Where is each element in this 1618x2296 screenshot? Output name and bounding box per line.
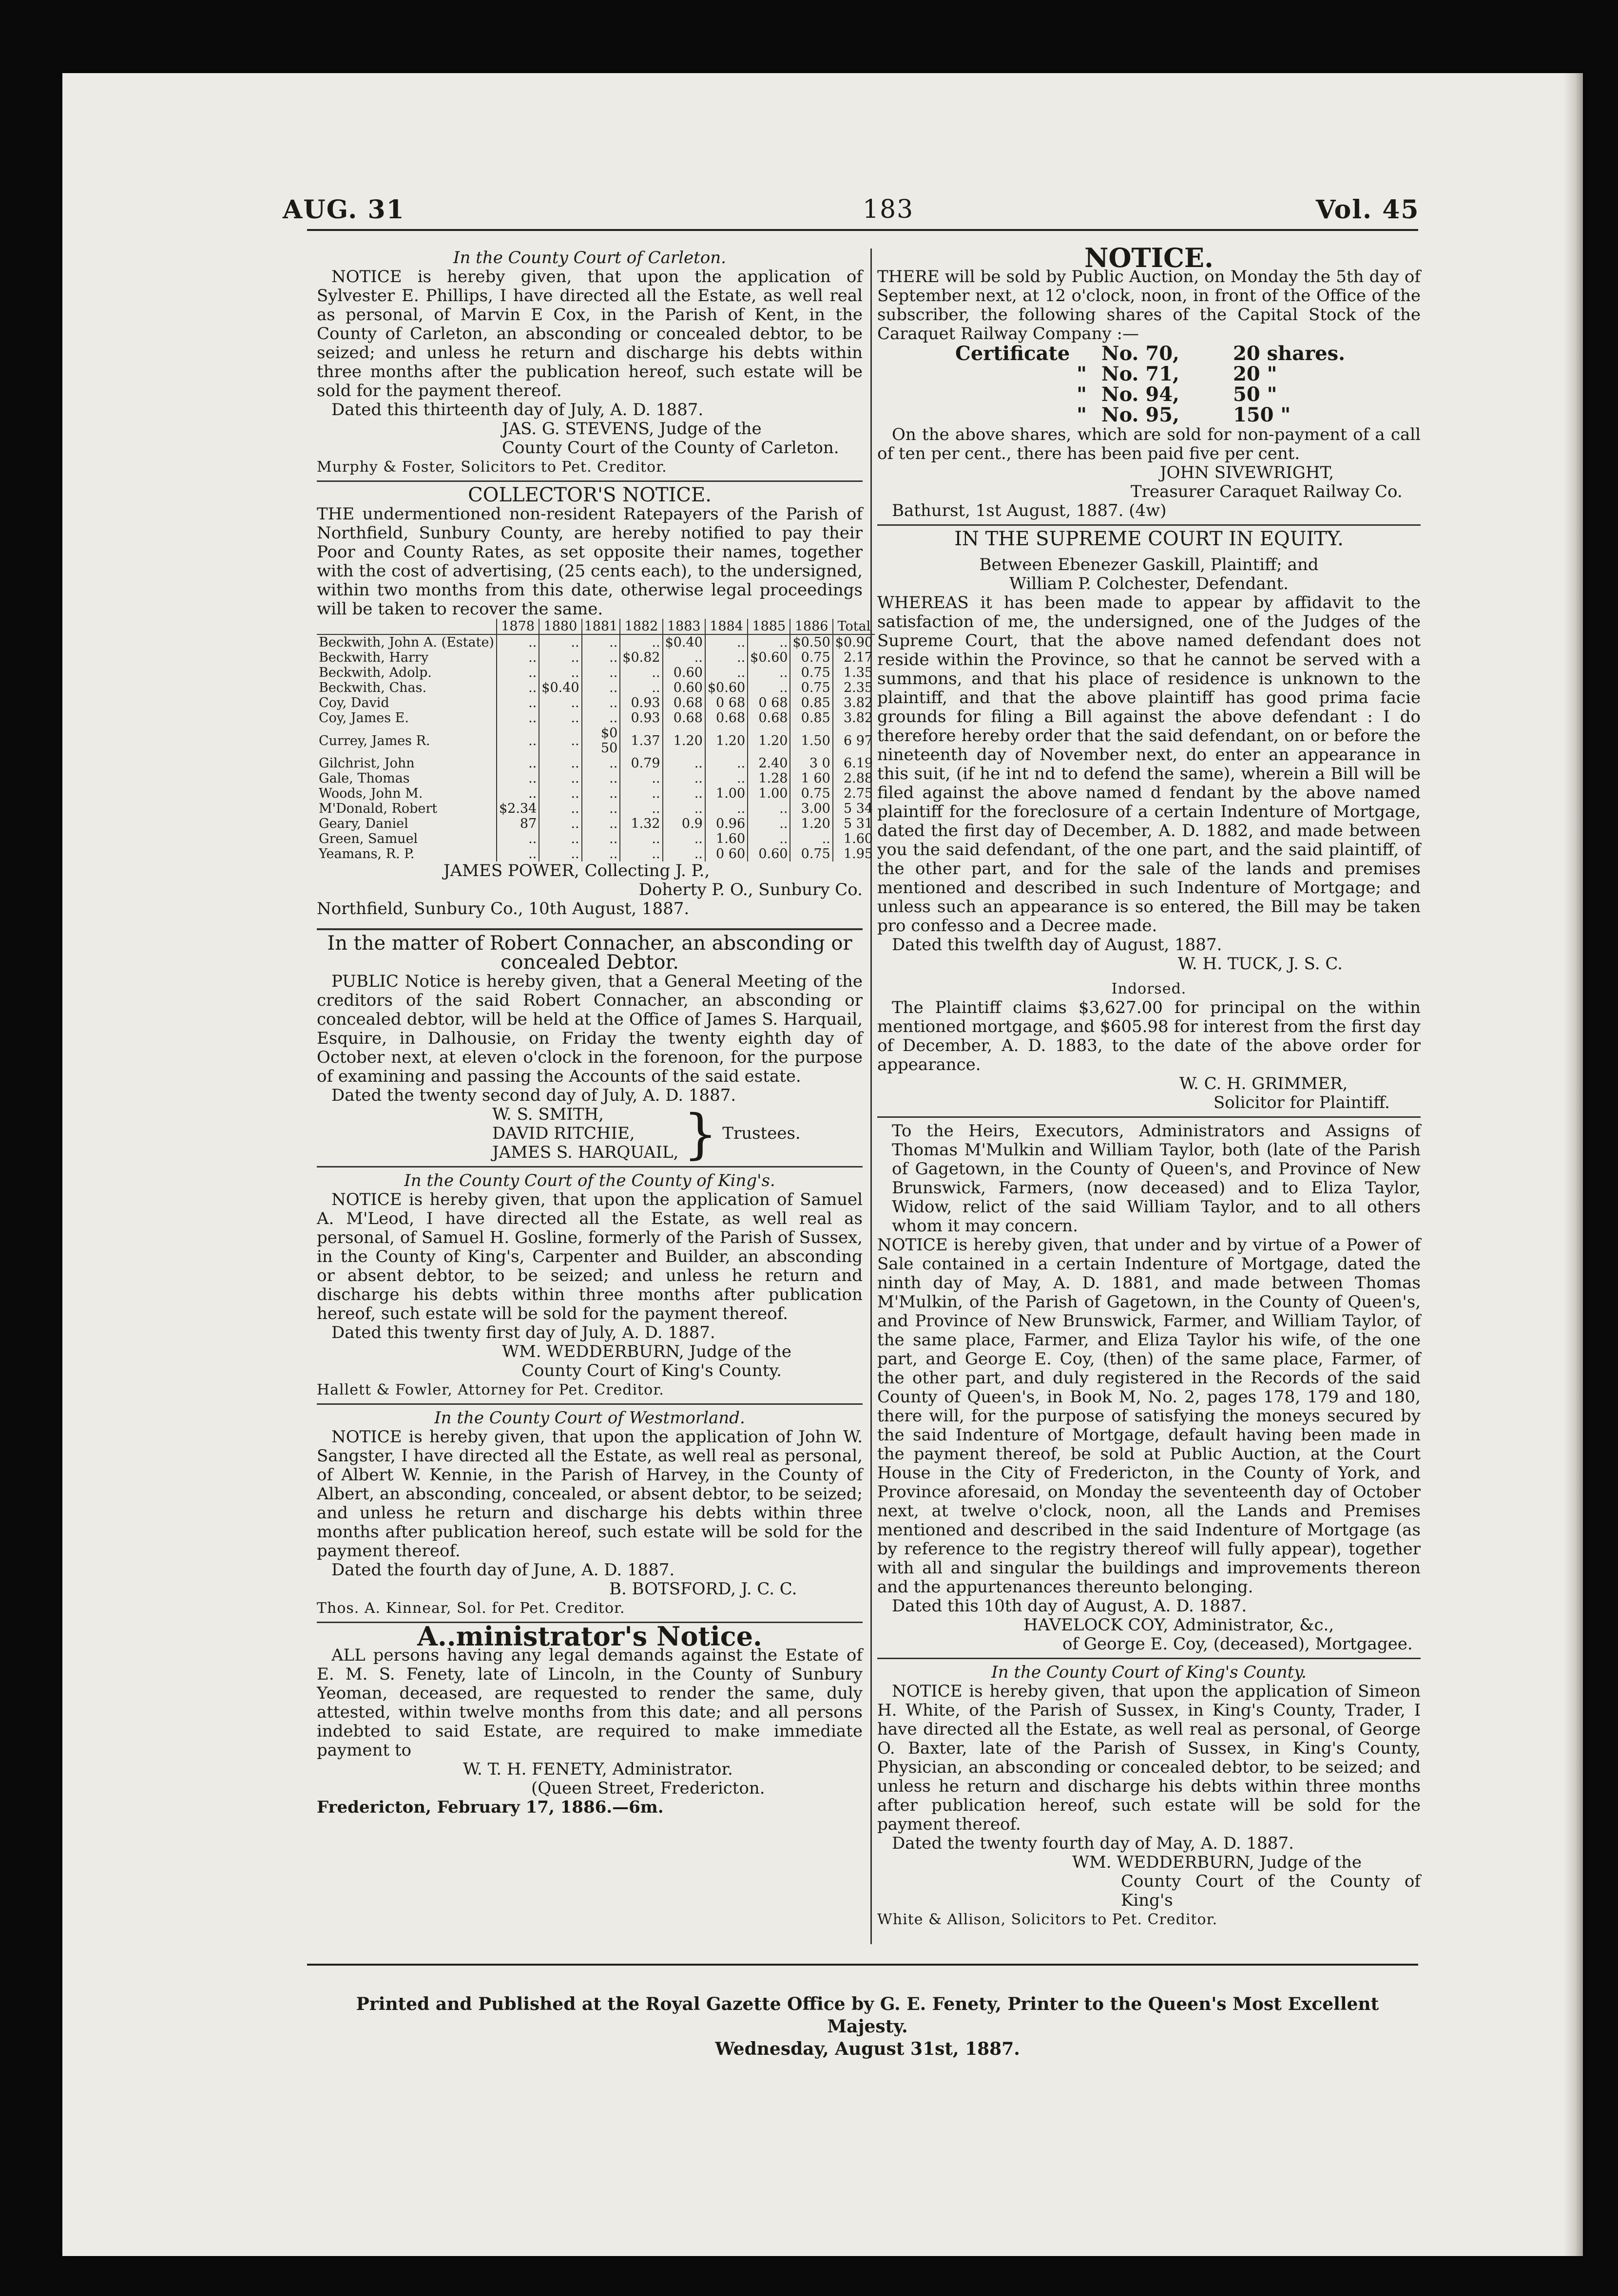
solicitors: Murphy & Foster, Solicitors to Pet. Creditor.: [317, 459, 667, 476]
notice-date: Dated this twenty first day of July, A. D. 1887.: [331, 1323, 715, 1342]
imprint-date: Wednesday, August 31st, 1887.: [715, 2039, 1020, 2059]
table-row: [317, 786, 875, 801]
ratepayer-name: Beckwith, Adolp.: [319, 665, 432, 680]
westmorland-notice: [317, 1409, 863, 1618]
certificate-row: Certificate No. 70, 20 shares.: [955, 342, 1346, 365]
notice-heading: COLLECTOR'S NOTICE.: [468, 484, 712, 506]
notice-date: Dated this thirteenth day of July, A. D. 1887.: [331, 400, 704, 420]
rate-cell: ..: [748, 680, 790, 695]
rate-cell: ..: [620, 846, 662, 861]
rate-cell: ..: [582, 650, 620, 665]
notice-heading: In the County Court of Carleton.: [453, 248, 726, 268]
signature-address: (Queen Street, Fredericton.: [531, 1779, 765, 1798]
notice-heading: In the County Court of Westmorland.: [434, 1408, 745, 1428]
imprint-line: Printed and Published at the Royal Gazette Office by G. E. Fenety, Printer to the Queen's Most Excellent Majesty.: [356, 1994, 1379, 2037]
signature-title: Treasurer Caraquet Railway Co.: [1131, 482, 1403, 501]
notice-body: WHEREAS it has been made to appear by affidavit to the satisfaction of me, the undersigned, one of the Judges of the Supreme Court, that the above named defendant does not reside within the Province, so that he cannot be served with a summons, and that his place of residence is unknown to the plaintiff, and that the above plaintiff has good prima facie grounds for filing a Bill against the above defendant : I do therefore hereby order that the said defendant, on or before the nineteenth day of November next, do enter an appearance in this suit, (if he int nd to defend the same), wherein a Bill will be filed against the above named d fendant by the above named plaintiff for the foreclosure of a certain Indenture of Mortgage, dated the first day of December, A. D. 1882, and made between you the said defendant, of the one part, and the said plaintiff, of the other part, and for the sale of the lands and premises mentioned and described in such Indenture of Mortgage; and unless such an appearance is so entered, the Bill may be taken pro confesso and a Decree made.: [877, 593, 1421, 936]
rate-cell: ..: [748, 665, 790, 680]
rate-cell: ..: [663, 771, 705, 786]
rate-cell: ..: [705, 634, 748, 650]
rate-cell: 2.88: [833, 771, 875, 786]
rate-cell: 2.17: [833, 650, 875, 665]
rate-cell: 5 31: [833, 816, 875, 831]
rate-cell: 3 0: [790, 756, 832, 771]
rate-cell: ..: [620, 771, 662, 786]
rate-cell: ..: [582, 695, 620, 710]
rate-cell: 2.35: [833, 680, 875, 695]
rate-cell: ..: [582, 771, 620, 786]
rate-cell: ..: [582, 816, 620, 831]
rate-cell: 1.28: [748, 771, 790, 786]
indorsed-label: Indorsed.: [1111, 980, 1187, 997]
rate-cell: ..: [497, 650, 539, 665]
rate-cell: 0.68: [748, 710, 790, 726]
connacher-notice: [317, 932, 863, 1165]
notice-date: Dated this 10th day of August, A. D. 1887.: [892, 1596, 1247, 1616]
rate-cell: 1.00: [748, 786, 790, 801]
notice-body: THE undermentioned non-resident Ratepayers of the Parish of Northfield, Sunbury County, are hereby notified to pay their Poor and County Rates, as set opposite their names, together with the cost of advertising, (25 cents each), to the undersigned, within two months from this date, otherwise legal proceedings will be taken to recover the same.: [317, 504, 863, 619]
rate-cell: 1.50: [790, 726, 832, 756]
notice-date: Dated the twenty second day of July, A. D. 1887.: [331, 1086, 736, 1105]
rate-cell: 0 60: [705, 846, 748, 861]
rate-cell: ..: [620, 680, 662, 695]
notice-note: On the above shares, which are sold for non-payment of a call of ten per cent., there has been paid five per cent.: [877, 425, 1421, 463]
rate-cell: ..: [539, 650, 581, 665]
rate-cell: 3.82: [833, 710, 875, 726]
rate-cell: 0.75: [790, 846, 832, 861]
ratepayer-name: Woods, John M.: [319, 786, 423, 801]
auction-notice: [877, 242, 1421, 520]
certificate-row: " No. 94, 50 ": [1077, 383, 1277, 406]
rate-cell: 0.68: [663, 710, 705, 726]
signature-title: County Court of the County of Carleton.: [502, 438, 839, 458]
rate-cell: ..: [748, 831, 790, 846]
rate-cell: ..: [620, 786, 662, 801]
ratepayer-name: Currey, James R.: [319, 733, 430, 748]
rate-cell: ..: [663, 801, 705, 816]
rate-cell: ..: [497, 786, 539, 801]
column-header: [317, 619, 497, 634]
rate-cell: 0.85: [790, 695, 832, 710]
rate-cell: 1.60: [705, 831, 748, 846]
trustee-name: DAVID RITCHIE,: [492, 1124, 635, 1143]
rate-cell: ..: [497, 634, 539, 650]
rate-cell: ..: [539, 710, 581, 726]
column-header: 1884: [705, 619, 748, 634]
ratepayer-name: Beckwith, Harry: [319, 650, 429, 665]
section-rule: [877, 1116, 1421, 1118]
section-rule: [317, 928, 863, 930]
rate-cell: 0.60: [663, 680, 705, 695]
rate-cell: ..: [790, 831, 832, 846]
ratepayer-name: Yeamans, R. P.: [319, 846, 415, 861]
rate-cell: 0.79: [620, 756, 662, 771]
rate-cell: ..: [497, 846, 539, 861]
rate-cell: $0.50: [790, 634, 832, 650]
page-edge: [1563, 73, 1583, 2256]
rate-cell: 1.20: [705, 726, 748, 756]
notice-date: Dated this twelfth day of August, 1887.: [892, 935, 1222, 955]
rate-cell: ..: [705, 650, 748, 665]
notice-heading: In the County Court of King's County.: [991, 1663, 1307, 1682]
rate-cell: 0 68: [705, 695, 748, 710]
rate-cell: ..: [582, 710, 620, 726]
plaintiff-claim: The Plaintiff claims $3,627.00 for principal on the within mentioned mortgage, and $605.98 for interest from the first day of December, A. D. 1883, to the date of the above order for appearance.: [877, 998, 1421, 1074]
rate-cell: 0.68: [663, 695, 705, 710]
rate-cell: $0.82: [620, 650, 662, 665]
notice-place-date: Northfield, Sunbury Co., 10th August, 1887.: [317, 899, 690, 918]
rate-cell: ..: [497, 726, 539, 756]
ratepayer-name: Beckwith, John A. (Estate): [319, 635, 494, 650]
rate-cell: ..: [582, 680, 620, 695]
rate-cell: ..: [705, 771, 748, 786]
rate-cell: ..: [620, 831, 662, 846]
solicitors: White & Allison, Solicitors to Pet. Creditor.: [877, 1911, 1218, 1928]
rate-cell: ..: [582, 665, 620, 680]
table-row: [317, 831, 875, 846]
ratepayer-name: Coy, David: [319, 695, 389, 710]
signature-address: Doherty P. O., Sunbury Co.: [638, 880, 863, 899]
rate-cell: ..: [582, 831, 620, 846]
signature: W. T. H. FENETY, Administrator.: [463, 1760, 733, 1779]
rate-cell: ..: [705, 801, 748, 816]
ratepayer-name: Geary, Daniel: [319, 816, 408, 831]
rate-cell: 0.75: [790, 786, 832, 801]
signature: W. H. TUCK, J. S. C.: [1177, 954, 1343, 974]
rate-cell: 1.35: [833, 665, 875, 680]
rate-cell: ..: [663, 786, 705, 801]
rate-cell: ..: [497, 710, 539, 726]
rate-cell: ..: [582, 786, 620, 801]
rate-cell: 0.75: [790, 680, 832, 695]
rate-cell: $0.60: [705, 680, 748, 695]
rate-cell: 1.32: [620, 816, 662, 831]
signature: JAMES POWER, Collecting J. P.,: [443, 861, 710, 880]
rate-cell: ..: [497, 771, 539, 786]
brace-glyph: }: [683, 1102, 718, 1165]
rate-cell: ..: [582, 756, 620, 771]
right-column: [877, 242, 1421, 1929]
column-header: 1885: [748, 619, 790, 634]
section-rule: [317, 1403, 863, 1405]
kings-county-notice: [317, 1171, 863, 1399]
rate-cell: 1 60: [790, 771, 832, 786]
footer-rule: [307, 1964, 1418, 1966]
rate-cell: 1.60: [833, 831, 875, 846]
section-rule: [317, 480, 863, 482]
rate-cell: 6.19: [833, 756, 875, 771]
rate-cell: $0.40: [539, 680, 581, 695]
notice-place-date: Bathurst, 1st August, 1887. (4w): [892, 501, 1167, 520]
rate-cell: ..: [539, 786, 581, 801]
rate-cell: $0.90: [833, 634, 875, 650]
table-row: [317, 726, 875, 756]
notice-heading: IN THE SUPREME COURT IN EQUITY.: [954, 528, 1344, 550]
notice-heading: In the matter of Robert Connacher, an absconding or concealed Debtor.: [327, 932, 852, 974]
rate-cell: 0.75: [790, 650, 832, 665]
rate-cell: ..: [497, 756, 539, 771]
solicitor-name: W. C. H. GRIMMER,: [1179, 1074, 1348, 1093]
rate-cell: ..: [497, 680, 539, 695]
table-row: [317, 816, 875, 831]
column-header: Total: [833, 619, 875, 634]
rate-cell: 0.68: [705, 710, 748, 726]
signature-title: of George E. Coy, (deceased), Mortgagee.: [1062, 1634, 1413, 1654]
rate-cell: 87: [497, 816, 539, 831]
rate-cell: 0.9: [663, 816, 705, 831]
column-header: 1883: [663, 619, 705, 634]
rate-cell: 1.20: [748, 726, 790, 756]
issue-date: AUG. 31: [283, 195, 405, 225]
notice-body: NOTICE is hereby given, that upon the application of John W. Sangster, I have directed all the Estate, as well real as personal, of Albert W. Kennie, in the Parish of Harvey, in the County of Albert, an absconding, concealed, or absent debtor, to be seized; and unless he return and discharge his debts within three months after publication hereof, such estate will be sold for the payment thereof.: [317, 1427, 863, 1561]
signature: B. BOTSFORD, J. C. C.: [609, 1579, 797, 1599]
rate-cell: ..: [539, 816, 581, 831]
rate-cell: 3.00: [790, 801, 832, 816]
rate-cell: ..: [620, 634, 662, 650]
rate-cell: $2.34: [497, 801, 539, 816]
table-row: [317, 756, 875, 771]
table-row: [317, 846, 875, 861]
equity-notice: [877, 530, 1421, 1112]
column-divider: [870, 249, 872, 1944]
solicitors: Thos. A. Kinnear, Sol. for Pet. Creditor.: [317, 1600, 625, 1617]
rate-cell: ..: [663, 650, 705, 665]
table-row: [317, 665, 875, 680]
ratepayer-name: Gale, Thomas: [319, 771, 410, 786]
notice-body: NOTICE is hereby given, that upon the application of Samuel A. M'Leod, I have directed all the Estate, as well real as personal, of Samuel H. Gosline, formerly of the Parish of Sussex, in the County of King's, Carpenter and Builder, an absconding or absent debtor, to be seized; and unless he return and discharge his debts within three months after publication hereof, such estate will be sold for the payment thereof.: [317, 1190, 863, 1323]
rate-cell: ..: [582, 634, 620, 650]
rate-cell: 0 68: [748, 695, 790, 710]
notice-body: NOTICE is hereby given, that under and by virtue of a Power of Sale contained in a certain Indenture of Mortgage, dated the ninth day of May, A. D. 1881, and made between Thomas M'Mulkin, of the Parish of Gagetown, in the County of Queen's, and Province of New Brunswick, Farmer, and William Taylor, of the same place, Farmer, and Eliza Taylor his wife, of the one part, and George E. Coy, (then) of the same place, Farmer, of the other part, and duly registered in the Records of the said County of Queen's, in Book M, No. 2, pages 178, 179 and 180, there will, for the purpose of satisfying the moneys secured by the said Indenture of Mortgage, default having been made in the payment thereof, be sold at Public Auction, at the Court House in the City of Fredericton, in the County of York, and Province aforesaid, on Monday the seventeenth day of October next, at twelve o'clock, noon, all the Lands and Premises mentioned and described in the said Indenture of Mortgage (as by reference to the registry thereof will fully appear), together with all and singular the buildings and improvements thereon and the appurtenances thereunto belonging.: [877, 1235, 1421, 1597]
table-row: [317, 710, 875, 726]
rate-cell: ..: [539, 695, 581, 710]
rate-cell: 1.00: [705, 786, 748, 801]
rate-cell: $0.60: [748, 650, 790, 665]
solicitors: Hallett & Fowler, Attorney for Pet. Creditor.: [317, 1381, 664, 1398]
left-column: [317, 248, 873, 1817]
rate-cell: 0.93: [620, 710, 662, 726]
rate-cell: ..: [705, 665, 748, 680]
parties: Between Ebenezer Gaskill, Plaintiff; and: [979, 555, 1319, 574]
notice-body: NOTICE is hereby given, that upon the application of Sylvester E. Phillips, I have directed all the Estate, as well real as personal, of Marvin E Cox, in the Parish of Kent, in the County of Carleton, an absconding or concealed debtor, to be seized; and unless he return and discharge his debts within three months after the publication hereof, such estate will be sold for the payment thereof.: [317, 267, 863, 401]
ratepayer-name: Gilchrist, John: [319, 756, 415, 771]
rate-cell: ..: [663, 831, 705, 846]
notice-body: ALL persons having any legal demands against the Estate of E. M. S. Fenety, late of Lincoln, in the County of Sunbury Yeoman, deceased, are requested to render the same, duly attested, within twelve months from this date; and all persons indebted to said Estate, are required to make immediate payment to: [317, 1645, 863, 1760]
section-rule: [877, 524, 1421, 526]
rate-cell: ..: [539, 846, 581, 861]
rate-cell: ..: [539, 801, 581, 816]
rate-cell: ..: [748, 816, 790, 831]
signature-title: County Court of King's County.: [521, 1361, 782, 1380]
rate-cell: 0.85: [790, 710, 832, 726]
section-rule: [317, 1166, 863, 1167]
column-header: 1882: [620, 619, 662, 634]
notice-date: Dated the twenty fourth day of May, A. D. 1887.: [892, 1834, 1294, 1853]
rate-cell: ..: [539, 831, 581, 846]
rate-cell: ..: [539, 665, 581, 680]
notice-date: Dated the fourth day of June, A. D. 1887.: [331, 1560, 675, 1580]
notice-address: To the Heirs, Executors, Administrators and Assigns of Thomas M'Mulkin and William Taylor, both (late of the Parish of Gagetown, in the County of Queen's, and Province of New Brunswick, Farmers, (now deceased) and to Eliza Taylor, Widow, relict of the said William Taylor, and to all others whom it may concern.: [892, 1121, 1421, 1236]
table-row: [317, 680, 875, 695]
rate-cell: 3.82: [833, 695, 875, 710]
certificate-row: " No. 71, 20 ": [1077, 363, 1277, 385]
rate-cell: ..: [620, 665, 662, 680]
signature: JAS. G. STEVENS, Judge of the: [502, 419, 762, 439]
rate-cell: 0.75: [790, 665, 832, 680]
imprint: [341, 1993, 1394, 2060]
trustee-name: W. S. SMITH,: [492, 1105, 604, 1124]
rate-cell: ..: [663, 846, 705, 861]
rate-cell: 6 97: [833, 726, 875, 756]
rate-cell: ..: [497, 831, 539, 846]
rate-cell: 0.60: [748, 846, 790, 861]
rate-cell: ..: [705, 756, 748, 771]
rate-cell: $0.40: [663, 634, 705, 650]
parties: William P. Colchester, Defendant.: [1009, 574, 1289, 593]
rate-cell: ..: [582, 801, 620, 816]
mortgage-sale-notice: [877, 1122, 1421, 1654]
header-rule: [307, 229, 1418, 231]
rate-cell: 5 34: [833, 801, 875, 816]
rate-cell: ..: [620, 801, 662, 816]
rate-cell: ..: [663, 756, 705, 771]
carleton-notice: [317, 249, 863, 477]
notice-place-date: Fredericton, February 17, 1886.—6m.: [317, 1798, 664, 1817]
rate-cell: 0.60: [663, 665, 705, 680]
ratepayer-name: Beckwith, Chas.: [319, 680, 427, 695]
rate-cell: 0.96: [705, 816, 748, 831]
column-header: 1880: [539, 619, 581, 634]
signature: HAVELOCK COY, Administrator, &c.,: [1023, 1615, 1334, 1635]
administrator-notice: [317, 1621, 863, 1817]
rate-cell: 1.37: [620, 726, 662, 756]
trustees-label: Trustees.: [722, 1124, 801, 1143]
notice-body: NOTICE is hereby given, that upon the application of Simeon H. White, of the Parish of Sussex, in King's County, Trader, I have directed all the Estate, as well real as personal, of George O. Baxter, late of the Parish of Sussex, in King's County, Physician, an absconding or concealed debtor, to be seized; and unless he return and discharge his debts within three months after publication hereof, such estate will be sold for the payment thereof.: [877, 1682, 1421, 1834]
signature-title: County Court of the County of King's: [1121, 1872, 1421, 1910]
notice-body: THERE will be sold by Public Auction, on Monday the 5th day of September next, at 12 o'clock, noon, in front of the Office of the subscriber, the following shares of the Capital Stock of the Caraquet Railway Company :—: [877, 267, 1421, 344]
signature: WM. WEDDERBURN, Judge of the: [502, 1342, 792, 1361]
rate-cell: ..: [539, 726, 581, 756]
signature: JOHN SIVEWRIGHT,: [1160, 463, 1334, 482]
table-row: [317, 771, 875, 786]
section-rule: [877, 1658, 1421, 1659]
signature: WM. WEDDERBURN, Judge of the: [1072, 1853, 1362, 1872]
kings-county-notice-2: [877, 1663, 1421, 1929]
table-row: [317, 650, 875, 665]
column-header: 1878: [497, 619, 539, 634]
certificate-list: [877, 344, 1421, 425]
column-header: 1886: [790, 619, 832, 634]
page-number: 183: [863, 195, 914, 224]
rate-cell: 2.40: [748, 756, 790, 771]
table-row: [317, 801, 875, 816]
trustees: [317, 1102, 863, 1165]
rate-cell: ..: [539, 771, 581, 786]
rate-cell: 0.93: [620, 695, 662, 710]
notice-heading: NOTICE.: [1084, 242, 1214, 273]
rates-table: [317, 619, 875, 861]
rate-cell: $0 50: [582, 726, 620, 756]
rate-cell: ..: [748, 634, 790, 650]
notice-heading: A..ministrator's Notice.: [417, 1621, 762, 1652]
rate-cell: ..: [497, 695, 539, 710]
collectors-notice: [317, 484, 873, 918]
ratepayer-name: Green, Samuel: [319, 831, 418, 846]
rate-cell: 1.20: [663, 726, 705, 756]
rate-cell: ..: [539, 756, 581, 771]
rate-cell: 1.20: [790, 816, 832, 831]
rate-cell: ..: [539, 634, 581, 650]
column-header: 1881: [582, 619, 620, 634]
solicitor-title: Solicitor for Plaintiff.: [1214, 1093, 1390, 1112]
ratepayer-name: Coy, James E.: [319, 710, 409, 726]
ratepayer-name: M'Donald, Robert: [319, 801, 438, 816]
certificate-row: " No. 95, 150 ": [1077, 403, 1291, 426]
rate-cell: ..: [582, 846, 620, 861]
rate-cell: 2.75: [833, 786, 875, 801]
table-row: [317, 634, 875, 650]
volume-number: Vol. 45: [1316, 195, 1420, 225]
trustee-name: JAMES S. HARQUAIL,: [492, 1143, 679, 1162]
table-row: [317, 695, 875, 710]
rate-cell: ..: [748, 801, 790, 816]
rate-cell: ..: [497, 665, 539, 680]
rate-cell: 1.95: [833, 846, 875, 861]
notice-body: PUBLIC Notice is hereby given, that a General Meeting of the creditors of the said Robert Connacher, an absconding or concealed debtor, will be held at the Office of James S. Harquail, Esquire, in Dalhousie, on Friday the twenty eighth day of October next, at eleven o'clock in the forenoon, for the purpose of examining and passing the Accounts of the said estate.: [317, 972, 863, 1086]
notice-heading: In the County Court of the County of King's.: [404, 1171, 775, 1190]
